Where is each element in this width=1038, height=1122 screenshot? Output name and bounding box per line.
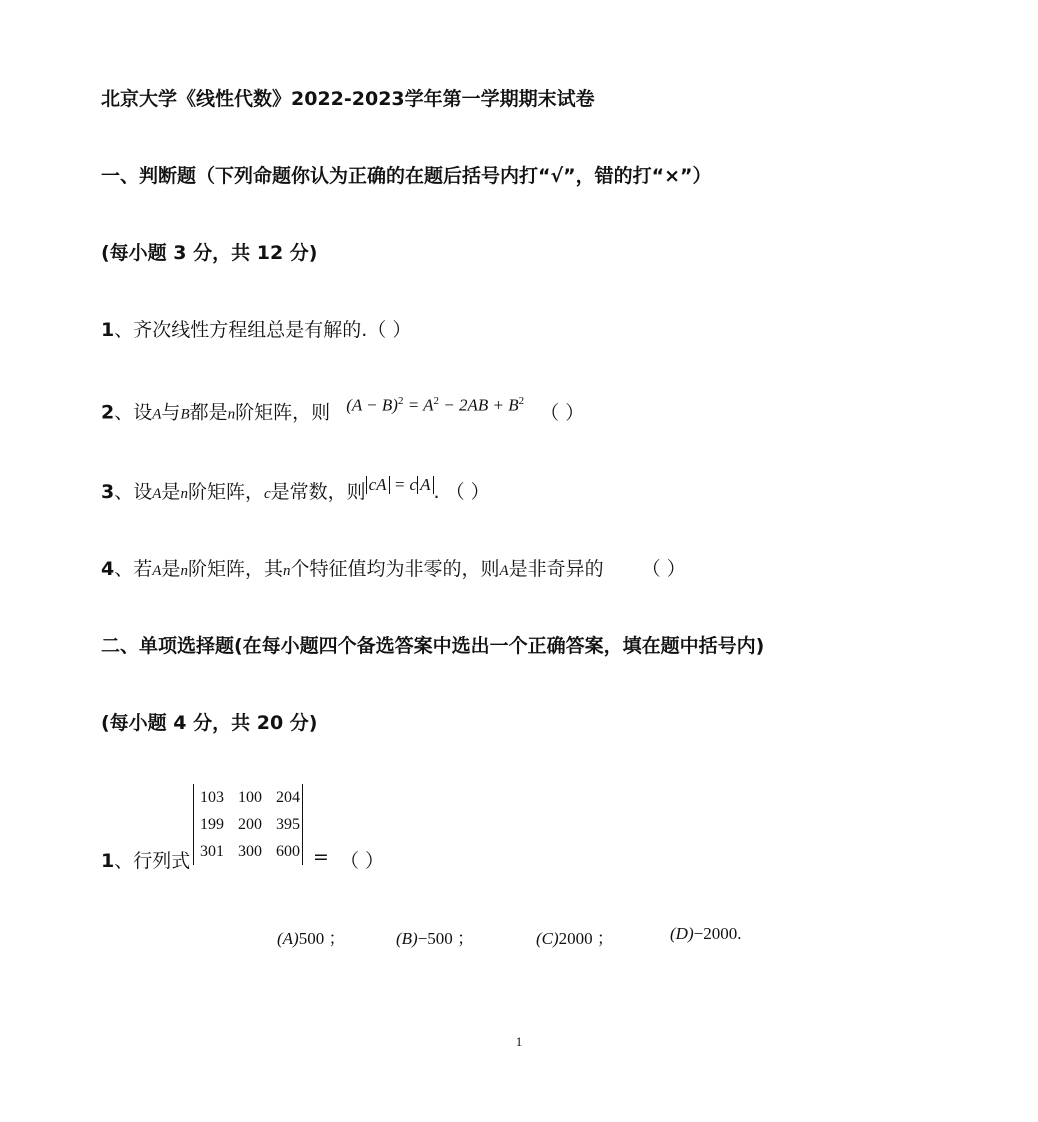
matrix-cell: 200 [238, 815, 262, 833]
option-value: −500 [417, 929, 453, 948]
option-sep: ； [457, 929, 475, 948]
question-number: 1 [101, 319, 115, 341]
matrix-cell: 300 [238, 842, 262, 860]
matrix-cell: 204 [276, 788, 300, 806]
question-text: 与 [161, 401, 181, 424]
question-text: 是常数，则 [270, 481, 366, 503]
formula-part: = c [389, 475, 418, 494]
section1-heading: 一、判断题（下列命题你认为正确的在题后括号内打“√”，错的打“×”） [101, 165, 712, 187]
section1-question-3 [101, 475, 490, 506]
section2-question-1 [101, 846, 190, 873]
equals-sign: = [313, 846, 329, 868]
determinant-matrix [193, 784, 303, 865]
answer-bracket[interactable]: （ ） [340, 850, 385, 872]
answer-bracket[interactable]: （ ） [540, 401, 585, 424]
question-text: 、设 [114, 481, 153, 503]
formula [346, 389, 524, 418]
matrix-row [197, 811, 300, 838]
section1-question-1 [101, 318, 411, 342]
math-var: B [180, 406, 190, 423]
math-var: A [152, 563, 162, 579]
abs-lhs [366, 476, 390, 494]
option-value: 500 [298, 929, 325, 948]
formula-part: cA [368, 475, 387, 494]
option-c[interactable] [536, 924, 614, 949]
question-number: 2 [101, 401, 115, 424]
math-var: A [152, 406, 162, 423]
math-var: n [180, 486, 188, 502]
section2-heading: 二、单项选择题(在每小题四个备选答案中选出一个正确答案，填在题中括号内) [101, 635, 765, 657]
option-label: (D) [670, 924, 694, 943]
question-text: 是 [161, 558, 181, 580]
matrix-cell: 199 [200, 815, 224, 833]
question-text: 、设 [114, 401, 153, 424]
formula [366, 473, 434, 497]
formula-part: = A [403, 395, 434, 415]
math-var: c [263, 486, 271, 502]
question-text: 、齐次线性方程组总是有解的.（ ） [114, 319, 412, 341]
matrix-cell: 600 [276, 842, 300, 860]
option-sep: . [737, 924, 742, 943]
page-number: 1 [515, 1034, 523, 1049]
abs-rhs [417, 476, 433, 494]
question-text: 阶矩阵，其 [187, 558, 283, 580]
option-a[interactable] [277, 924, 345, 949]
question-text: 个特征值均为非零的，则 [290, 558, 500, 580]
matrix-cell: 395 [276, 815, 300, 833]
option-d[interactable] [670, 924, 741, 944]
exponent: 2 [433, 395, 440, 407]
question-number: 1 [101, 850, 115, 872]
option-sep: ； [596, 929, 614, 948]
question-text: 阶矩阵，则 [235, 401, 331, 424]
option-value: −2000 [693, 924, 738, 943]
section1-score: (每小题 3 分，共 12 分) [101, 242, 318, 264]
math-var: n [180, 563, 188, 579]
math-var: A [152, 486, 162, 502]
exponent: 2 [518, 395, 525, 407]
formula-part: − 2AB + B [439, 395, 519, 415]
option-value: 2000 [558, 929, 593, 948]
option-sep: ； [328, 929, 346, 948]
math-var: A [499, 563, 509, 579]
matrix-row [197, 838, 300, 865]
answer-bracket[interactable]: . （ ） [433, 481, 490, 503]
formula-part: A [420, 475, 431, 494]
matrix-row [197, 784, 300, 811]
section2-score: (每小题 4 分，共 20 分) [101, 712, 318, 734]
option-b[interactable] [396, 924, 474, 949]
option-label: (B) [396, 929, 418, 948]
answer-bracket[interactable]: （ ） [641, 558, 686, 580]
question-text: 是 [161, 481, 181, 503]
option-label: (A) [277, 929, 299, 948]
question-text: 阶矩阵， [187, 481, 264, 503]
matrix-cell: 103 [200, 788, 224, 806]
section1-question-4 [101, 557, 686, 583]
math-var: n [282, 563, 291, 579]
formula-part: (A − B) [346, 395, 398, 415]
matrix-cell: 100 [238, 788, 262, 806]
question-text: 都是 [189, 401, 228, 424]
question-number: 3 [101, 481, 115, 503]
exam-title: 北京大学《线性代数》2022-2023学年第一学期期末试卷 [101, 88, 595, 110]
math-var: n [227, 406, 236, 423]
question-text: 、若 [114, 558, 153, 580]
option-label: (C) [536, 929, 559, 948]
matrix-cell: 301 [200, 842, 224, 860]
exponent: 2 [397, 395, 404, 407]
section1-question-2 [101, 397, 584, 427]
question-text: 是非奇异的 [508, 558, 604, 580]
question-text: 、行列式 [114, 850, 191, 872]
question-number: 4 [101, 558, 115, 580]
